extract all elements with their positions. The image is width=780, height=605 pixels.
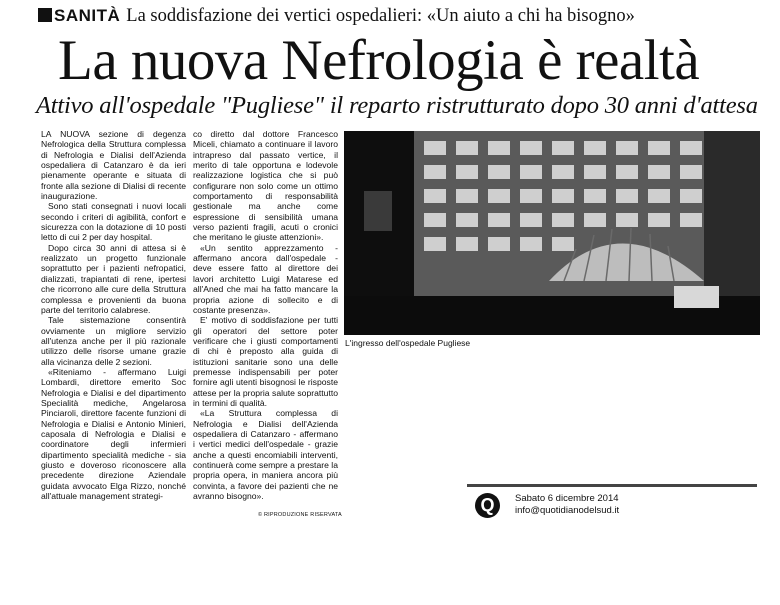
subhead: Attivo all'ospedale "Pugliese" il reparto ristrutturato dopo 30 anni d'attesa [36,92,758,119]
hospital-entrance-photo [344,131,760,335]
kicker: La soddisfazione dei vertici ospedalieri: «Un aiuto a chi ha bisogno» [126,6,635,26]
newspaper-logo-icon: Q [475,493,500,518]
paragraph: co diretto dal dottore Francesco Miceli, chiamato a continuare il lavoro intrapreso dal passato vertice, il merito di tale opportuna e lodevole realizzazione logistica che si può configurare non solo come un ottimo comportamento di responsabilità gestionale ma anche come espressione di sensibilità umana verso pazienti fragili, acuti o cronici che meritano le giuste attenzioni». [193,129,338,243]
section-tag: SANITÀ [54,6,121,25]
section-square-icon [38,8,52,22]
headline: La nuova Nefrologia è realtà [58,29,700,92]
article-column-1 [41,129,186,501]
copyright-notice: © RIPRODUZIONE RISERVATA [258,512,342,518]
hospital-building-illustration [344,131,760,335]
article-column-2 [193,129,338,501]
paragraph: Dopo circa 30 anni di attesa si è realizzato un progetto funzionale soprattutto per i pazienti nefropatici, dializzati, trapiantati di rene, ipertesi che ricorrono alle cure della Struttura complessa e provenienti da buona parte del territorio calabrese. [41,242,186,315]
paragraph: Sono stati consegnati i nuovi locali secondo i criteri di agibilità, confort e sicurezza con la dotazione di 10 posti letto di cui 2 per day hospital. [41,201,186,243]
paragraph: «Riteniamo - affermano Luigi Lombardi, direttore emerito Soc Nefrologia e Dialisi e del dipartimento Specialità mediche, Angelarosa Pinciaroli, direttore facente funzioni di Nefrologia e Dialisi e Antonio Minieri, caposala di Nefrologia e Dialisi e coordinatore degli infermieri dipartimento specialità mediche - sia giusto e doveroso riconoscere alla precedente direzione Aziendale guidata avvocato Elga Rizzo, nonché all'attuale management strategi- [41,366,186,502]
edition-date: Sabato 6 dicembre 2014 [515,493,619,504]
paragraph: Tale sistemazione consentirà ovviamente un migliore servizio all'utenza anche per il più razionale utilizzo delle risorse umane grazie alla vicinanza delle 2 sezioni. [41,315,186,367]
paragraph: E' motivo di soddisfazione per tutti gli operatori del settore poter verificare che i giusti comportamenti di chi è preposto alla guida di istituzioni sanitarie sono una delle premesse indispensabili per poter fornire agli utenti bisognosi le risposte attese per la propria salute soprattutto in termini di qualità. [193,315,338,408]
footer-divider [467,484,757,487]
paragraph: LA NUOVA sezione di degenza Nefrologica della Struttura complessa di Nefrologia e Dialisi dell'Azienda ospedaliera di Catanzaro è da ieri pienamente operante e situata di fronte alla sezione di Dialisi di recente inaugurazione. [41,129,186,202]
edition-email: info@quotidianodelsud.it [515,505,620,516]
paragraph: «Un sentito apprezzamento - affermano ancora dall'ospedale - deve essere fatto al direttore dei lavori architetto Luigi Matarese ed all'Aned che mai ha fatto mancare la propria azione di sollecito e di costante presenza». [193,242,338,315]
paragraph: «La Struttura complessa di Nefrologia e Dialisi dell'Azienda ospedaliera di Catanzaro - affermano i vertici medici dell'ospedale - grazie anche a questi encomiabili interventi, continuerà come sempre a prestare la propria opera, in maniera ancora più convinta, a favore dei pazienti che ne avranno bisogno». [193,408,338,502]
edition-footer [467,484,757,526]
photo-caption: L'ingresso dell'ospedale Pugliese [345,338,471,348]
